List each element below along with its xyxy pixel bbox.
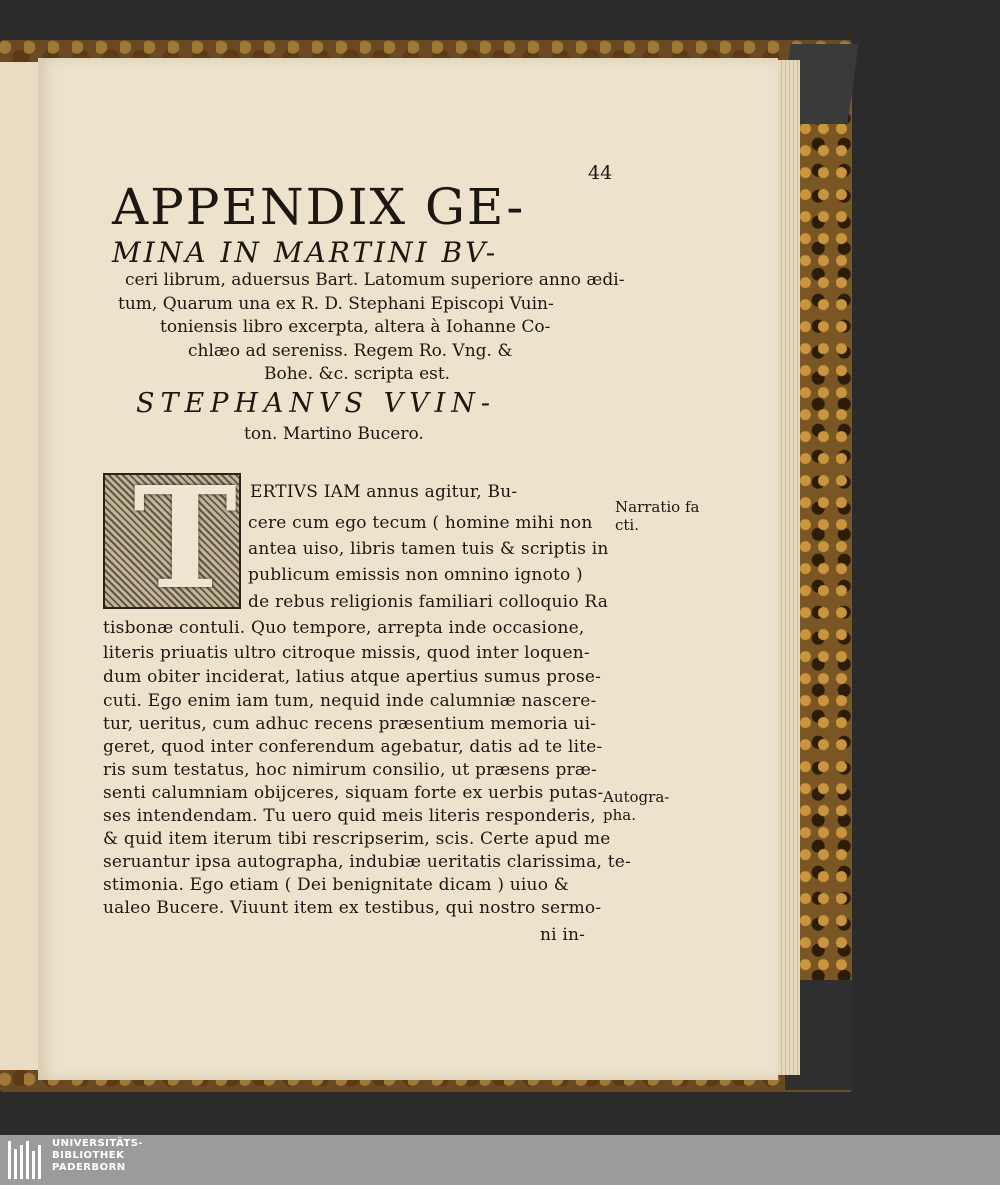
body-line: cuti. Ego enim iam tum, nequid inde calumniæ nascere- [103, 691, 597, 711]
body-line: stimonia. Ego etiam ( Dei benignitate dicam ) uiuo & [103, 875, 570, 895]
body-line: literis priuatis ultro citroque missis, quod inter loquen- [103, 643, 590, 663]
body-line: tisbonæ contuli. Quo tempore, arrepta inde occasione, [103, 618, 585, 638]
body-line: ses intendendam. Tu uero quid meis literis responderis, [103, 806, 596, 826]
body-line: & quid item iterum tibi rescripserim, scis. Certe apud me [103, 829, 611, 849]
subtitle-line: chlæo ad sereniss. Regem Ro. Vng. & [188, 341, 513, 361]
body-line: cere cum ego tecum ( homine mihi non [248, 513, 593, 533]
subtitle-line: tum, Quarum una ex R. D. Stephani Episcopi Vuin- [118, 294, 554, 314]
decorated-initial [103, 473, 241, 609]
body-line: ERTIVS IAM annus agitur, Bu- [250, 482, 518, 502]
body-line: antea uiso, libris tamen tuis & scriptis in [248, 539, 609, 559]
footer-bar [0, 1135, 1000, 1185]
folio-number: 44 [588, 162, 613, 184]
initial-letter: T [133, 473, 238, 609]
catchword: ni in- [540, 925, 586, 945]
margin-note-line: pha. [603, 806, 636, 824]
byline-author: STEPHANVS VVIN- [136, 388, 497, 419]
body-line: tur, ueritus, cum adhuc recens præsentium memoria ui- [103, 714, 597, 734]
title-line-1: APPENDIX GE- [112, 178, 526, 236]
library-name [52, 1138, 143, 1174]
margin-note-line: cti. [615, 516, 639, 534]
library-logo-icon [8, 1141, 46, 1179]
body-line: geret, quod inter conferendum agebatur, datis ad te lite- [103, 737, 603, 757]
margin-note-line: Narratio fa [615, 498, 700, 516]
library-name-line: BIBLIOTHEK [52, 1150, 125, 1161]
left-page-edge [0, 62, 39, 1070]
body-line: senti calumniam obijceres, siquam forte ex uerbis putas- [103, 783, 604, 803]
marbled-cover-edge [800, 100, 852, 1000]
subtitle-line: ceri librum, aduersus Bart. Latomum superiore anno ædi- [125, 270, 625, 290]
margin-note-line: Autogra- [603, 788, 670, 806]
body-line: seruantur ipsa autographa, indubiæ ueritatis clarissima, te- [103, 852, 632, 872]
byline-addressee: ton. Martino Bucero. [244, 424, 424, 444]
library-name-line: UNIVERSITÄTS- [52, 1138, 144, 1149]
library-name-line: PADERBORN [52, 1162, 126, 1173]
body-line: ris sum testatus, hoc nimirum consilio, ut præsens præ- [103, 760, 597, 780]
title-line-2: MINA IN MARTINI BV- [112, 236, 499, 269]
body-line: de rebus religionis familiari colloquio Ra [248, 592, 609, 612]
body-line: dum obiter inciderat, latius atque apertius sumus prose- [103, 667, 602, 687]
body-line: publicum emissis non omnino ignoto ) [248, 565, 583, 585]
subtitle-line: toniensis libro excerpta, altera à Iohanne Co- [160, 317, 551, 337]
subtitle-line: Bohe. &c. scripta est. [264, 364, 451, 384]
body-line: ualeo Bucere. Viuunt item ex testibus, qui nostro sermo- [103, 898, 602, 918]
